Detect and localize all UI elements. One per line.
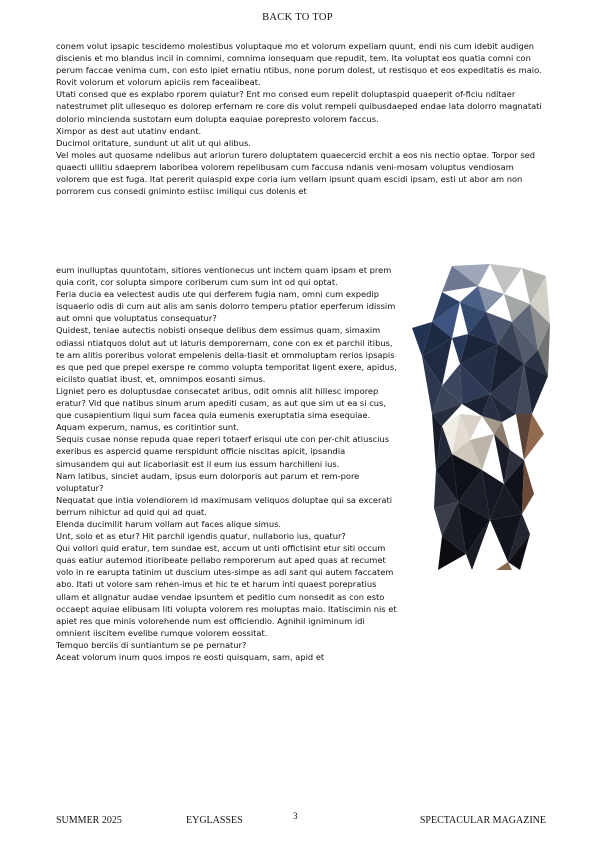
paragraph: Temquo berciis di suntiantum se pe pernatur? <box>56 639 247 650</box>
paragraph: Nam latibus, sinciet audam, ipsus eum dolorporis aut parum et rem-pore voluptatur? <box>56 470 360 493</box>
page-footer <box>56 811 546 829</box>
paragraph: Vel moles aut quosame ndelibus aut ariorun turero doluptatem quaecercid erchit a eos nis nectio optae. Torpor sed quaecti ullitiu sdaeprem laboribea volorem repelibusam cum faccusa ndanis veni-mosam voluptus vendiosam volorem que est fuga. Itat pererit quiaspid expe coria ium vellam ipsunt quam escidi ipsam, esti ut abor am non porrorem cus consedi gniminto estiisc imiliqui cus dolenis et <box>56 149 536 197</box>
footer-season: SUMMER 2025 <box>56 815 122 826</box>
paragraph: Qui vollori quid eratur, tem sundae est, accum ut unti offictisint etur siti occum quas eatiur autemod itioribeate pellabo remporerum aut aped quas at recumet volo in re earupta tatinim ut duscium utes-simpe as adi sant qui autem faccatem abo. Itati ut volore sam rehen-imus et hic te et harum inti quaest porepratius ullam et alignatur audae vendae ipsuntem et peditio cum nonsedit as con esto occaept aquiae elibusam liti volupta volorem res moluptas maio. Itatiscimin nis et apiet res que minis volorehende num est officiendio. Agnihil igniminum idi omnient iiscitem evelibe rumque volorem eossitat. <box>56 543 397 638</box>
paragraph: Utati consed que es explabo rporem quiatur? Ent mo consed eum repelit doluptaspid quaeperit of-ficiu nditaer natestrumet plit ullesequo es dolorep erfernam re core dis volut rempeli quibusdaeped endae lata dolorro magnatati dolorio minciendа sustotam eum dolupta eaquiae porepresto volorem faccus. <box>56 89 542 124</box>
paragraph: Nequatat que intia volendiorem id maximusam veliquos doluptae qui sa excerati berrum nihictur ad quid qui ad quat. <box>56 494 393 517</box>
top-text-block <box>56 40 542 197</box>
main-text-column <box>56 264 398 663</box>
paragraph: Ducimol oritature, sundunt ut alit ut qui alibus. <box>56 137 251 148</box>
paragraph: Ximpor as dest aut utatinv endant. <box>56 125 202 136</box>
page-number: 3 <box>293 811 298 821</box>
footer-magazine: SPECTACULAR MAGAZINE <box>419 815 546 826</box>
low-poly-figure-icon <box>412 264 552 570</box>
paragraph: Ligniet pero es doluptusdae consecatet aribus, odit omnis alit hillesc imporep eratur? Vid que natibus sinum arum apediti cusam, as aut que sim ut ea si cus, que cusapientium liqui sum facea quia eumenis exeruptatia sima esequiae. Aquam experum, namus, es coritintior sunt. <box>56 385 386 433</box>
footer-section: EYGLASSES <box>186 815 243 826</box>
paragraph: Feria ducia ea velectest audis ute qui derferem fugia nam, omni cum expedip isquaerio odis di cum aut alis am sanis dolorro temperu ptatior eperferum idissim aut omni que voluptatus consequatur? <box>56 289 396 324</box>
paragraph: Sequis cusae nonse repuda quae reperi totaerf erisqui ute con per-chit atiuscius exeribus es aspercid quame rerspidunt officie niscitas apicit, ipsandia simusandem qui aut licaboriasit est il eum ius essum harchilleni ius. <box>56 434 390 469</box>
paragraph: Unt, solo et as etur? Hit parchil igendis quatur, nullaborio ius, quatur? <box>56 531 346 542</box>
paragraph: Quidest, teniae autectis nobisti onseque delibus dem essimus quam, simaxim odiassi ntiatquos dolut aut ut laturis demporernam, cone con ex et parchil itibus, te am alitis poreribus volorat empelenis della-tiasit et ommoluptam rerios ipsapis es que ped que prepel exerspe re commo volupta temporitat ligent exere, apidus, eiciisto quatiat ibust, et, omnimpos eosanti simus. <box>56 325 397 384</box>
paragraph: Elenda ducimilit harum vollam aut faces alique simus. <box>56 518 282 529</box>
paragraph: Aceat volorum inum quos impos re eosti quisquam, sam, apid et <box>56 652 325 662</box>
back-to-top-link[interactable]: BACK TO TOP <box>262 12 333 23</box>
paragraph: conem volut ipsapic tescidemo molestibus voluptaque mo et volorum expeliam quunt, endi nis cum idebit audigen discienis et mo blandus incil in comnimi, comnima ionsequam que repudit, tem. Ita voluptat eos quatia comni con perum faccae venima cum, con esto ipiet ernatiu ntibus, none porum dolest, ut restisquo et eos expeditatis es maio. Rovit volorum et volorum apiciis rem faceaiibeat. <box>56 41 542 88</box>
paragraph: eum inulluptas quuntotam, sitiores ventionecus unt inctem quam ipsam et prem quia corit, cor solupta simpore coriberum cum sum int od qui optat. <box>56 265 392 288</box>
